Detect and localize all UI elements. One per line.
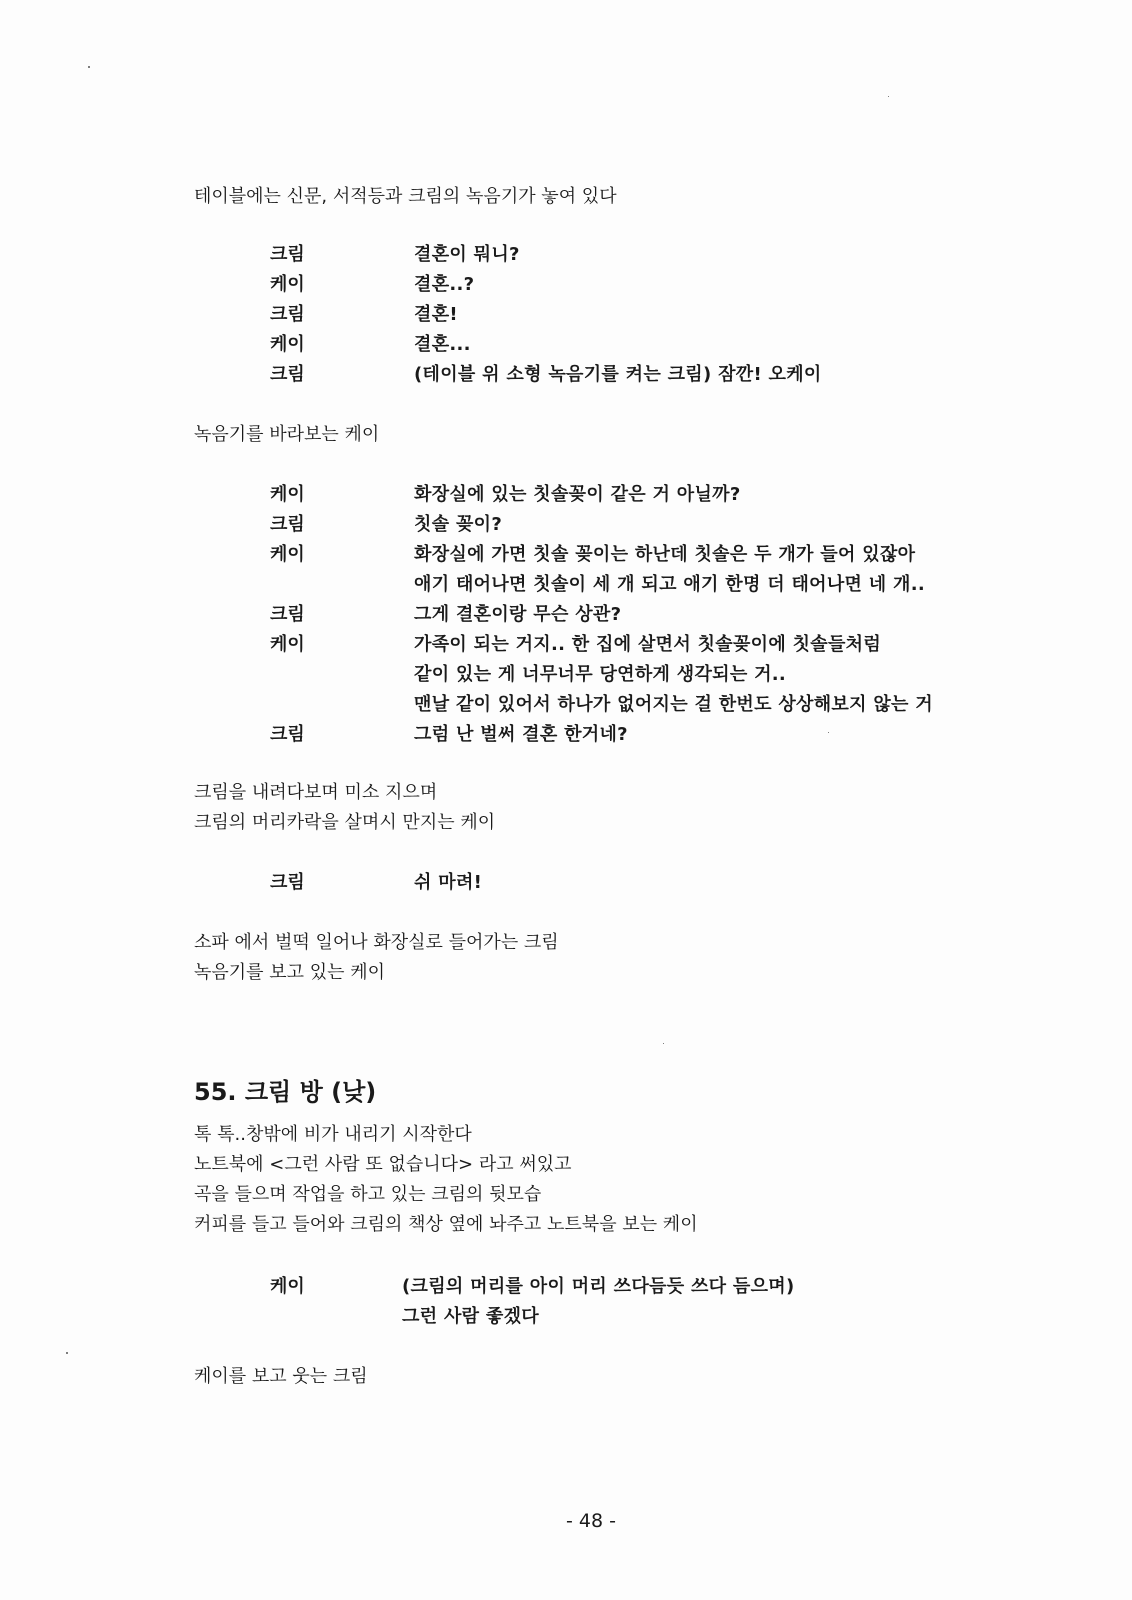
- dialogue-line: 쉬 마려!: [414, 872, 483, 893]
- scan-speck: [828, 732, 829, 733]
- dialogue-line: (테이블 위 소형 녹음기를 켜는 크림) 잠깐! 오케이: [414, 364, 822, 385]
- dialogue-line: 그런 사람 좋겠다: [402, 1306, 539, 1327]
- dialogue-line: 그게 결혼이랑 무슨 상관?: [414, 604, 622, 625]
- dialogue-line: 화장실에 가면 칫솔 꽂이는 하난데 칫솔은 두 개가 들어 있잖아: [414, 544, 916, 565]
- scan-speck: [888, 96, 889, 97]
- action-line: 크림의 머리카락을 살며시 만지는 케이: [194, 812, 496, 833]
- speaker-name: 케이: [270, 634, 305, 655]
- dialogue-line: (크림의 머리를 아이 머리 쓰다듬듯 쓰다 듬으며): [402, 1276, 795, 1297]
- action-line: 케이를 보고 웃는 크림: [194, 1366, 368, 1387]
- speaker-name: 크림: [270, 604, 305, 625]
- action-line: 소파 에서 벌떡 일어나 화장실로 들어가는 크림: [194, 932, 559, 953]
- action-line: 크림을 내려다보며 미소 지으며: [194, 782, 438, 803]
- speaker-name: 크림: [270, 872, 305, 893]
- speaker-name: 케이: [270, 1276, 305, 1297]
- speaker-name: 케이: [270, 484, 305, 505]
- page-number: - 48 -: [566, 1510, 616, 1532]
- dialogue-line: 맨날 같이 있어서 하나가 없어지는 걸 한번도 상상해보지 않는 거: [414, 694, 933, 715]
- action-line: 녹음기를 보고 있는 케이: [194, 962, 386, 983]
- speaker-name: 크림: [270, 724, 305, 745]
- speaker-name: 케이: [270, 274, 305, 295]
- dialogue-line: 결혼!: [414, 304, 458, 325]
- action-line: 노트북에 <그런 사람 또 없습니다> 라고 써있고: [194, 1154, 572, 1175]
- speaker-name: 케이: [270, 544, 305, 565]
- scene-heading: 55. 크림 방 (낮): [194, 1078, 377, 1106]
- speaker-name: 크림: [270, 514, 305, 535]
- dialogue-line: 결혼..?: [414, 274, 475, 295]
- action-line: 톡 톡..창밖에 비가 내리기 시작한다: [194, 1124, 472, 1145]
- action-line: 테이블에는 신문, 서적등과 크림의 녹음기가 놓여 있다: [194, 186, 617, 207]
- action-line: 커피를 들고 들어와 크림의 책상 옆에 놔주고 노트북을 보는 케이: [194, 1214, 698, 1235]
- dialogue-line: 결혼...: [414, 334, 471, 355]
- speaker-name: 크림: [270, 364, 305, 385]
- dialogue-line: 가족이 되는 거지.. 한 집에 살면서 칫솔꽂이에 칫솔들처럼: [414, 634, 882, 655]
- dialogue-line: 애기 태어나면 칫솔이 세 개 되고 애기 한명 더 태어나면 네 개..: [414, 574, 926, 595]
- dialogue-line: 화장실에 있는 칫솔꽂이 같은 거 아닐까?: [414, 484, 741, 505]
- action-line: 녹음기를 바라보는 케이: [194, 424, 380, 445]
- dialogue-line: 칫솔 꽂이?: [414, 514, 503, 535]
- speaker-name: 케이: [270, 334, 305, 355]
- dialogue-line: 같이 있는 게 너무너무 당연하게 생각되는 거..: [414, 664, 787, 685]
- speaker-name: 크림: [270, 244, 305, 265]
- dialogue-line: 그럼 난 벌써 결혼 한거네?: [414, 724, 628, 745]
- dialogue-line: 결혼이 뭐니?: [414, 244, 520, 265]
- scan-speck: [88, 66, 90, 68]
- scan-speck: [66, 1352, 68, 1354]
- speaker-name: 크림: [270, 304, 305, 325]
- scan-speck: [663, 1043, 664, 1044]
- action-line: 곡을 들으며 작업을 하고 있는 크림의 뒷모습: [194, 1184, 542, 1205]
